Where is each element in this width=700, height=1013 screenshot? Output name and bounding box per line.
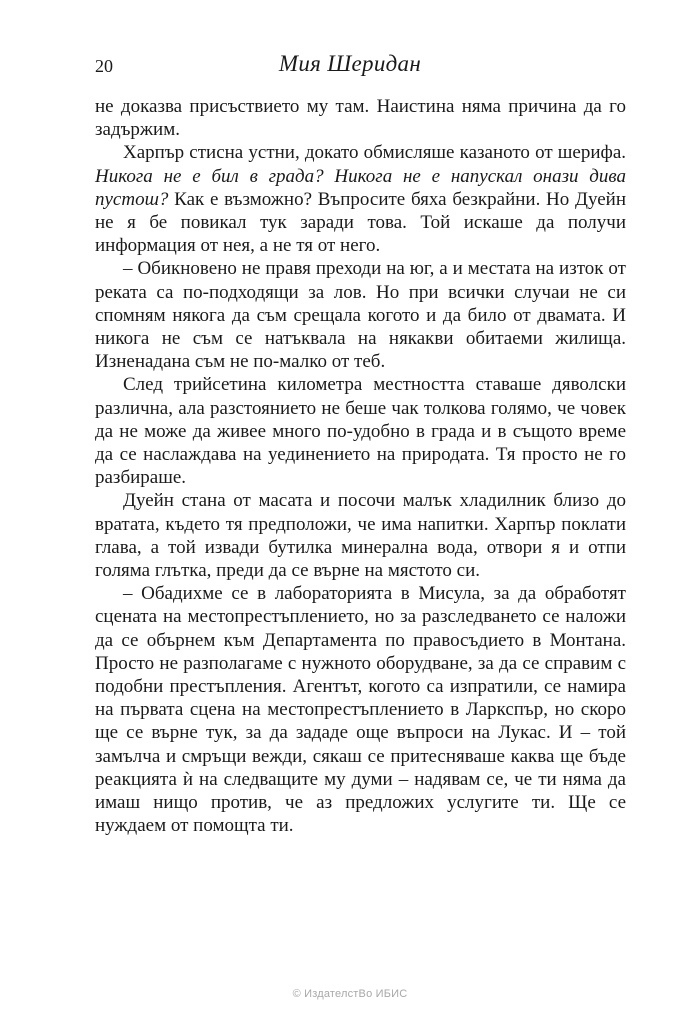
paragraph-3: – Обикновено не правя преходи на юг, а и местата на изток от реката са по-подходящи за лов. Но при всички случаи не си спомням някога да съм срещала когото и да било от двамата. И никога не съм се натъквала на някакви обитаеми жилища. Изненадана съм не по-малко от теб. — [95, 258, 626, 373]
paragraph-1: не доказва присъствието му там. Наистина няма причина да го задържим. — [95, 96, 626, 141]
paragraph-5: Дуейн стана от масата и посочи малък хладилник близо до вратата, където тя предположи, че има напитки. Харпър поклати глава, а той извади бутилка минерална вода, отвори я и отпи голяма глътка, преди да се върне на мястото си. — [95, 490, 626, 582]
page-number: 20 — [95, 56, 113, 76]
paragraph-2-italic: Никога не е бил в града? Никога не е напускал онази дива пустош? — [95, 165, 626, 210]
body-text — [95, 95, 626, 838]
publisher-footer: © ИздателстВо ИБИС — [292, 988, 408, 1000]
running-title: Мия Шеридан — [278, 51, 422, 76]
paragraph-2-end: Как е възможно? Въпросите бяха безкрайни. Но Дуейн не я бе повикал тук заради това. Той искаше да получи информация от нея, а не тя от него. — [95, 188, 626, 257]
paragraph-6: – Обадихме се в лабораторията в Мисула, за да обработят сцената на местопрестъплението, но за разследването се наложи да се обърнем към Департамента по правосъдието в Монтана. Просто не разполагаме с нужното оборудване, за да се справим с подобни престъпления. Агентът, когото са изпратили, се намира на първата сцена на местопрестъплението в Ларкспър, но скоро ще се върне тук, за да зададе още въпроси на Лукас. И – той замълча и смръщи вежди, сякаш се притесняваше каква ще бъде реакцията ѝ на следващите му думи – надявам се, че ти няма да имаш нищо против, че аз предложих услугите ти. Ще се нуждаем от помощта ти. — [95, 583, 626, 837]
paragraph-2-start: Харпър стисна устни, докато обмисляше казаното от шерифа. — [123, 142, 626, 164]
paragraph-4: След трийсетина километра местността ставаше дяволски различна, ала разстоянието не беше чак толкова голямо, че човек да не може да живее много по-удобно в града и в същото време да се наслаждава на уединението на природата. Тя просто не го разбираше. — [95, 374, 626, 489]
paragraph-2 — [95, 141, 626, 257]
